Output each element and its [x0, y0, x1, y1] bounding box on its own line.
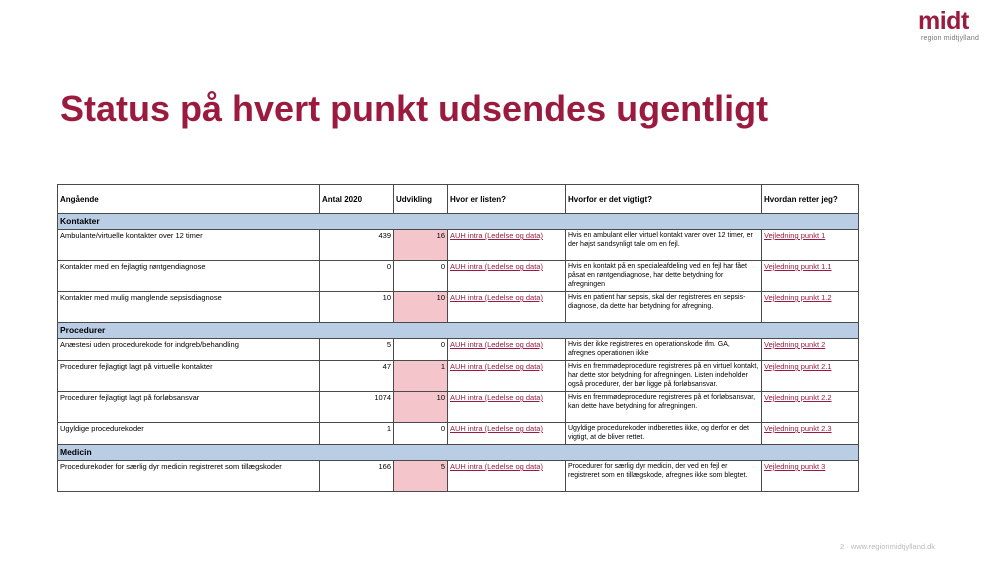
row-source-cell: [448, 339, 566, 361]
table-row: [58, 292, 859, 323]
table-row: [58, 261, 859, 292]
row-why: Hvis en fremmødeprocedure registreres på et forløbsansvar, kan dette have betydning for afregningen.: [566, 392, 762, 423]
guide-link[interactable]: Vejledning punkt 2.3: [764, 424, 832, 433]
row-description: Procedurer fejlagtigt lagt på forløbsansvar: [58, 392, 320, 423]
row-count: 0: [320, 261, 394, 292]
row-source-cell: [448, 392, 566, 423]
logo-wordmark: midt: [918, 7, 969, 35]
row-description: Kontakter med mulig manglende sepsisdiagnose: [58, 292, 320, 323]
row-count: 1: [320, 423, 394, 445]
row-count: 10: [320, 292, 394, 323]
source-link[interactable]: AUH intra (Ledelse og data): [450, 262, 543, 271]
row-why: Ugyldige procedurekoder indberettes ikke, og derfor er det vigtigt, at de bliver rettet.: [566, 423, 762, 445]
footer-url: 2 · www.regionmidtjylland.dk: [840, 542, 936, 551]
header-fix: Hvordan retter jeg?: [762, 185, 859, 214]
header-development: Udvikling: [394, 185, 448, 214]
logo-subtitle: region midtjylland: [921, 35, 980, 42]
source-link[interactable]: AUH intra (Ledelse og data): [450, 424, 543, 433]
source-link[interactable]: AUH intra (Ledelse og data): [450, 340, 543, 349]
row-why: Hvis en kontakt på en specialeafdeling ved en fejl har fået påsat en røntgendiagnose, har dette betydning for afregningen: [566, 261, 762, 292]
row-count: 5: [320, 339, 394, 361]
table-body: [58, 214, 859, 492]
row-count: 47: [320, 361, 394, 392]
section-row: [58, 214, 859, 230]
guide-link[interactable]: Vejledning punkt 2: [764, 340, 826, 349]
row-source-cell: [448, 423, 566, 445]
row-fix-cell: [762, 461, 859, 492]
guide-link[interactable]: Vejledning punkt 1.2: [764, 293, 832, 302]
row-description: Ambulante/virtuelle kontakter over 12 timer: [58, 230, 320, 261]
row-fix-cell: [762, 230, 859, 261]
row-source-cell: [448, 292, 566, 323]
source-link[interactable]: AUH intra (Ledelse og data): [450, 393, 543, 402]
header-why: Hvorfor er det vigtigt?: [566, 185, 762, 214]
row-count: 166: [320, 461, 394, 492]
section-title: Medicin: [58, 445, 859, 461]
row-count: 1074: [320, 392, 394, 423]
row-description: Procedurekoder for særlig dyr medicin registreret som tillægskoder: [58, 461, 320, 492]
row-development: 0: [394, 423, 448, 445]
row-fix-cell: [762, 361, 859, 392]
header-source: Hvor er listen?: [448, 185, 566, 214]
source-link[interactable]: AUH intra (Ledelse og data): [450, 362, 543, 371]
row-why: Hvis en patient har sepsis, skal der registreres en sepsis-diagnose, da dette har betydning for afregning.: [566, 292, 762, 323]
header-subject: Angående: [58, 185, 320, 214]
row-source-cell: [448, 261, 566, 292]
row-development: 1: [394, 361, 448, 392]
row-why: Hvis en ambulant eller virtuel kontakt varer over 12 timer, er der højst sandsynligt tale om en fejl.: [566, 230, 762, 261]
row-description: Anæstesi uden procedurekode for indgreb/behandling: [58, 339, 320, 361]
guide-link[interactable]: Vejledning punkt 2.1: [764, 362, 832, 371]
row-development: 16: [394, 230, 448, 261]
row-development: 0: [394, 339, 448, 361]
row-fix-cell: [762, 339, 859, 361]
table-row: [58, 461, 859, 492]
row-why: Procedurer for særlig dyr medicin, der ved en fejl er registreret som en tillægskode, afregnes ikke som blegtet.: [566, 461, 762, 492]
table-row: [58, 230, 859, 261]
row-development: 5: [394, 461, 448, 492]
row-source-cell: [448, 230, 566, 261]
row-fix-cell: [762, 392, 859, 423]
slide-title: Status på hvert punkt udsendes ugentligt: [60, 88, 769, 129]
section-row: [58, 323, 859, 339]
row-why: Hvis en fremmødeprocedure registreres på en virtuel kontakt, har dette stor betydning for afregningen. Listen indeholder også procedurer, der bør ligge på forløbsansvar.: [566, 361, 762, 392]
status-table: [57, 184, 859, 492]
row-development: 10: [394, 292, 448, 323]
table-row: [58, 339, 859, 361]
section-title: Kontakter: [58, 214, 859, 230]
row-fix-cell: [762, 423, 859, 445]
row-source-cell: [448, 361, 566, 392]
section-title: Procedurer: [58, 323, 859, 339]
guide-link[interactable]: Vejledning punkt 1: [764, 231, 826, 240]
guide-link[interactable]: Vejledning punkt 3: [764, 462, 826, 471]
source-link[interactable]: AUH intra (Ledelse og data): [450, 462, 543, 471]
row-count: 439: [320, 230, 394, 261]
row-why: Hvis der ikke registreres en operationskode ifm. GA, afregnes operationen ikke: [566, 339, 762, 361]
row-development: 0: [394, 261, 448, 292]
row-development: 10: [394, 392, 448, 423]
row-source-cell: [448, 461, 566, 492]
region-midtjylland-logo: [918, 8, 990, 44]
section-row: [58, 445, 859, 461]
header-count: Antal 2020: [320, 185, 394, 214]
guide-link[interactable]: Vejledning punkt 1.1: [764, 262, 832, 271]
row-description: Kontakter med en fejlagtig røntgendiagnose: [58, 261, 320, 292]
row-fix-cell: [762, 261, 859, 292]
table-row: [58, 423, 859, 445]
table-row: [58, 361, 859, 392]
source-link[interactable]: AUH intra (Ledelse og data): [450, 293, 543, 302]
row-description: Ugyldige procedurekoder: [58, 423, 320, 445]
row-fix-cell: [762, 292, 859, 323]
row-description: Procedurer fejlagtigt lagt på virtuelle kontakter: [58, 361, 320, 392]
source-link[interactable]: AUH intra (Ledelse og data): [450, 231, 543, 240]
table-header-row: [58, 185, 859, 214]
table-row: [58, 392, 859, 423]
guide-link[interactable]: Vejledning punkt 2.2: [764, 393, 832, 402]
